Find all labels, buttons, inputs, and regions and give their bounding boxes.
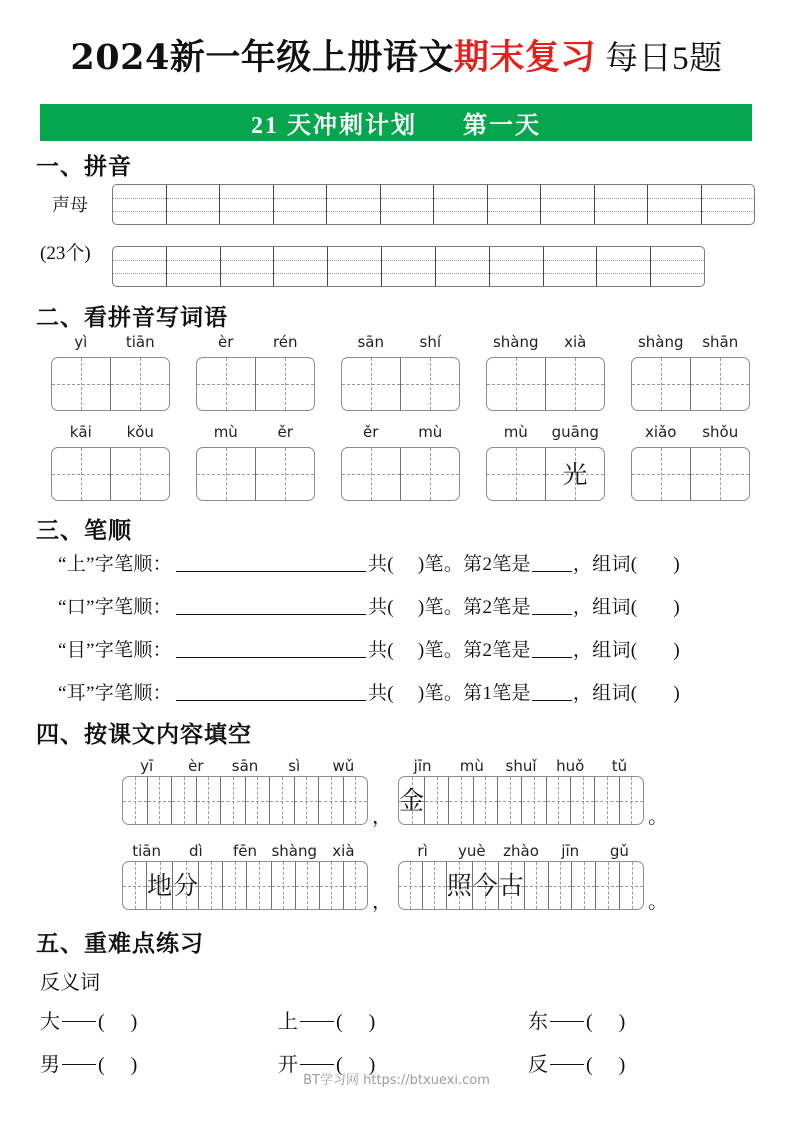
section-2-heading: 二、看拼音写词语 [36, 305, 228, 330]
character-cell[interactable] [571, 777, 595, 824]
antonym-close-paren: ) [368, 1054, 376, 1076]
stroke-order-blank[interactable] [176, 700, 366, 701]
pinyin-label-row [631, 423, 750, 441]
stroke-order-character: “口” [58, 597, 95, 618]
pinyin-guide-line [436, 260, 489, 261]
pinyin-cell[interactable] [544, 247, 598, 286]
pinyin-cell[interactable] [328, 247, 382, 286]
pinyin-label: zhào [503, 842, 539, 860]
pinyin-guide-line [113, 260, 166, 261]
pinyin-guide-line [541, 198, 594, 199]
section-5-heading: 五、重难点练习 [36, 931, 204, 956]
stroke-order-prompt: 字笔顺： [94, 597, 172, 618]
pinyin-label: rì [417, 842, 428, 860]
character-cell[interactable] [499, 862, 525, 909]
character-cell[interactable] [487, 448, 546, 500]
antonym-open-paren: ( [336, 1054, 343, 1076]
pinyin-guide-line [488, 211, 541, 212]
banner-plan-label: 21 天冲刺计划 [251, 113, 417, 139]
character-cell[interactable] [173, 862, 199, 909]
filled-character: 分 [173, 871, 199, 900]
stroke-order-prompt: 字笔顺： [94, 683, 172, 704]
stroke-order-blank[interactable] [176, 657, 366, 658]
sentence-box[interactable] [398, 861, 644, 910]
pinyin-label: wǔ [332, 757, 355, 775]
antonym-dash [62, 1021, 96, 1022]
pinyin-guide-line [382, 273, 435, 274]
pinyin-guide-line [381, 198, 434, 199]
pinyin-label: xiǎo [645, 423, 677, 441]
pinyin-guide-line [597, 273, 650, 274]
sentence-box[interactable] [398, 776, 644, 825]
word-box[interactable] [341, 447, 460, 501]
word-box[interactable] [486, 357, 605, 411]
pinyin-label-row [196, 423, 315, 441]
antonym-prompt-word: 上 [278, 1011, 298, 1033]
pinyin-label: jīn [413, 757, 432, 775]
character-cell[interactable] [596, 862, 620, 909]
footer-watermark: BT学习网 https://btxuexi.com [303, 1073, 490, 1088]
pinyin-label: shǒu [702, 423, 739, 441]
pinyin-guide-line [436, 273, 489, 274]
pinyin-guide-line [702, 198, 755, 199]
sentence-box[interactable] [122, 776, 368, 825]
stroke-order-prompt: 字笔顺： [94, 640, 172, 661]
character-cell[interactable] [691, 358, 749, 410]
pinyin-label: tiān [132, 842, 161, 860]
character-cell[interactable] [691, 448, 749, 500]
character-cell[interactable] [632, 448, 691, 500]
antonym-prompt-word: 男 [40, 1054, 60, 1076]
pinyin-cell[interactable] [382, 247, 436, 286]
pinyin-cell[interactable] [434, 185, 488, 224]
pinyin-label: xià [564, 333, 587, 351]
section-3-heading: 三、笔顺 [36, 518, 132, 543]
pinyin-label: shàng [492, 333, 539, 351]
pinyin-label: mù [503, 423, 528, 441]
word-box[interactable] [486, 447, 605, 501]
title-year: 2024 [70, 37, 170, 78]
s1-label-shengmu: 声母 [52, 195, 88, 215]
pinyin-cell[interactable] [595, 185, 649, 224]
sentence-punctuation: 。 [648, 891, 668, 913]
pinyin-label: mù [418, 423, 443, 441]
pinyin-cell[interactable] [488, 185, 542, 224]
pinyin-guide-line [167, 260, 220, 261]
pinyin-label: kǒu [126, 423, 154, 441]
pinyin-guide-line [651, 273, 704, 274]
stroke-count-label: 共( [367, 640, 394, 661]
sentence-punctuation: ， [372, 806, 392, 828]
nth-stroke-label: )笔。第1笔是 [417, 683, 531, 704]
pinyin-guide-line [544, 260, 597, 261]
sentence-box[interactable] [122, 861, 368, 910]
pinyin-label-row [51, 423, 170, 441]
pinyin-guide-line [327, 211, 380, 212]
antonym-prompt-word: 开 [278, 1054, 298, 1076]
pinyin-guide-line [167, 198, 220, 199]
character-cell[interactable] [52, 358, 111, 410]
character-cell[interactable] [399, 862, 423, 909]
character-cell[interactable] [344, 862, 367, 909]
antonym-dash [300, 1021, 334, 1022]
pinyin-cell[interactable] [327, 185, 381, 224]
pinyin-guide-line [702, 211, 755, 212]
nth-stroke-blank[interactable] [532, 571, 572, 572]
pinyin-guide-line [221, 273, 274, 274]
word-form-label: ，组词( [572, 597, 638, 618]
antonym-item [40, 1005, 137, 1034]
pinyin-guide-line [595, 198, 648, 199]
character-cell[interactable] [498, 777, 522, 824]
character-cell[interactable] [256, 358, 314, 410]
word-box[interactable] [196, 447, 315, 501]
character-cell[interactable] [344, 777, 368, 824]
pinyin-guide-line [382, 260, 435, 261]
pinyin-guide-line [220, 198, 273, 199]
antonym-open-paren: ( [98, 1011, 105, 1033]
pinyin-label-row [122, 757, 368, 775]
character-cell[interactable] [546, 358, 604, 410]
pinyin-guide-line [274, 198, 327, 199]
stroke-order-character: “上” [58, 554, 95, 575]
antonym-open-paren: ( [586, 1054, 593, 1076]
pinyin-guide-line [541, 211, 594, 212]
character-cell[interactable] [246, 777, 271, 824]
pinyin-guide-line [167, 211, 220, 212]
stroke-order-row [58, 635, 680, 662]
pinyin-cell[interactable] [436, 247, 490, 286]
filled-character: 金 [399, 786, 425, 815]
pinyin-label: jīn [561, 842, 580, 860]
antonym-dash [62, 1064, 96, 1065]
character-cell[interactable] [632, 358, 691, 410]
pinyin-cell[interactable] [274, 185, 328, 224]
pinyin-guide-line [328, 260, 381, 261]
nth-stroke-label: )笔。第2笔是 [417, 597, 531, 618]
stroke-order-character: “目” [58, 640, 95, 661]
pinyin-cell[interactable] [167, 247, 221, 286]
character-cell[interactable] [525, 862, 549, 909]
pinyin-guide-line [327, 198, 380, 199]
antonym-prompt-word: 反 [528, 1054, 548, 1076]
word-box[interactable] [196, 357, 315, 411]
antonym-item [528, 1005, 625, 1034]
pinyin-cell[interactable] [490, 247, 544, 286]
pinyin-cell[interactable] [274, 247, 328, 286]
stroke-order-blank[interactable] [176, 614, 366, 615]
pinyin-guide-line [488, 198, 541, 199]
pinyin-cell[interactable] [221, 247, 275, 286]
character-cell[interactable] [473, 862, 499, 909]
pinyin-label: shàng [271, 842, 317, 860]
pinyin-label: ěr [363, 423, 379, 441]
word-box[interactable] [631, 447, 750, 501]
pinyin-label: tiān [125, 333, 155, 351]
pinyin-guide-line [648, 198, 701, 199]
pinyin-guide-line [381, 211, 434, 212]
antonym-open-paren: ( [586, 1011, 593, 1033]
character-cell[interactable] [447, 862, 473, 909]
pinyin-label-row [341, 333, 460, 351]
pinyin-label-row [51, 333, 170, 351]
filled-character: 光 [562, 459, 588, 489]
pinyin-label: mù [459, 757, 484, 775]
character-cell[interactable] [197, 448, 256, 500]
character-cell[interactable] [620, 862, 643, 909]
page-title [0, 36, 793, 81]
pinyin-label: sān [231, 757, 259, 775]
banner-day-label: 第一天 [463, 113, 541, 139]
character-cell[interactable] [295, 777, 320, 824]
pinyin-guide-line [648, 211, 701, 212]
pinyin-guide-line [434, 198, 487, 199]
antonym-open-paren: ( [98, 1054, 105, 1076]
character-cell[interactable] [547, 777, 571, 824]
pinyin-label: sì [288, 757, 301, 775]
word-box[interactable] [341, 357, 460, 411]
character-cell[interactable] [399, 777, 425, 824]
character-cell[interactable] [449, 777, 473, 824]
character-cell[interactable] [223, 862, 247, 909]
pinyin-cell[interactable] [648, 185, 702, 224]
sentence-punctuation: 。 [648, 806, 668, 828]
nth-stroke-label: )笔。第2笔是 [417, 554, 531, 575]
pinyin-cell[interactable] [651, 247, 704, 286]
pinyin-label: tǔ [611, 757, 628, 775]
s1-label-count: (23个) [40, 243, 91, 264]
pinyin-guide-line [490, 260, 543, 261]
pinyin-label: guāng [551, 423, 599, 441]
character-cell[interactable] [522, 777, 546, 824]
stroke-order-prompt: 字笔顺： [94, 554, 172, 575]
character-cell[interactable] [474, 777, 498, 824]
word-form-label: ，组词( [572, 683, 638, 704]
pinyin-guide-line [220, 211, 273, 212]
character-cell[interactable] [123, 777, 148, 824]
pinyin-label-row [398, 757, 644, 775]
pinyin-grid-row-1[interactable] [112, 184, 755, 225]
pinyin-label: èr [218, 333, 234, 351]
pinyin-guide-line [113, 273, 166, 274]
antonym-open-paren: ( [336, 1011, 343, 1033]
pinyin-cell[interactable] [702, 185, 755, 224]
pinyin-label: ěr [277, 423, 293, 441]
stroke-order-row [58, 549, 680, 576]
antonym-close-paren: ) [368, 1011, 376, 1033]
word-form-close-paren: ) [673, 554, 681, 575]
pinyin-cell[interactable] [220, 185, 274, 224]
character-cell[interactable] [549, 862, 573, 909]
stroke-order-blank[interactable] [176, 571, 366, 572]
section-4-heading: 四、按课文内容填空 [36, 722, 252, 747]
pinyin-guide-line [274, 211, 327, 212]
character-cell[interactable] [199, 862, 223, 909]
pinyin-cell[interactable] [113, 247, 167, 286]
antonym-close-paren: ) [618, 1054, 626, 1076]
pinyin-guide-line [113, 211, 166, 212]
pinyin-label: fēn [232, 842, 258, 860]
character-cell[interactable] [342, 358, 401, 410]
pinyin-guide-line [221, 260, 274, 261]
pinyin-label: huǒ [556, 757, 585, 775]
pinyin-guide-line [595, 211, 648, 212]
antonym-prompt-word: 大 [40, 1011, 60, 1033]
character-cell[interactable] [319, 777, 344, 824]
pinyin-guide-line [490, 273, 543, 274]
pinyin-guide-line [651, 260, 704, 261]
nth-stroke-label: )笔。第2笔是 [417, 640, 531, 661]
antonym-close-paren: ) [618, 1011, 626, 1033]
sentence-punctuation: ， [372, 891, 392, 913]
pinyin-label: shuǐ [505, 757, 537, 775]
pinyin-guide-line [113, 198, 166, 199]
word-box[interactable] [631, 357, 750, 411]
pinyin-label: kāi [69, 423, 92, 441]
character-cell[interactable] [487, 358, 546, 410]
stroke-order-character: “耳” [58, 683, 95, 704]
pinyin-label: yuè [457, 842, 486, 860]
antonym-dash [550, 1021, 584, 1022]
character-cell[interactable] [270, 777, 295, 824]
pinyin-label-row [341, 423, 460, 441]
word-form-close-paren: ) [673, 683, 681, 704]
antonym-close-paren: ) [130, 1054, 138, 1076]
pinyin-guide-line [544, 273, 597, 274]
nth-stroke-blank[interactable] [532, 614, 572, 615]
character-cell[interactable] [148, 777, 173, 824]
filled-character: 地 [147, 871, 173, 900]
plan-banner [40, 104, 752, 141]
stroke-count-label: 共( [367, 597, 394, 618]
character-cell[interactable] [342, 448, 401, 500]
antonym-dash [550, 1064, 584, 1065]
word-box[interactable] [51, 357, 170, 411]
character-cell[interactable] [423, 862, 447, 909]
character-cell[interactable] [595, 777, 619, 824]
pinyin-label-row [398, 842, 644, 860]
pinyin-label: xià [332, 842, 355, 860]
character-cell[interactable] [147, 862, 173, 909]
pinyin-guide-line [434, 211, 487, 212]
title-highlight: 期末复习 [453, 37, 596, 78]
pinyin-label: dì [188, 842, 203, 860]
character-cell[interactable] [123, 862, 147, 909]
character-cell[interactable] [111, 358, 169, 410]
word-form-close-paren: ) [673, 640, 681, 661]
pinyin-label: èr [188, 757, 204, 775]
character-cell[interactable] [197, 777, 222, 824]
word-form-label: ，组词( [572, 554, 638, 575]
pinyin-label: shí [419, 333, 441, 351]
pinyin-label-row [486, 423, 605, 441]
character-cell[interactable] [401, 448, 459, 500]
word-form-close-paren: ) [673, 597, 681, 618]
antonym-close-paren: ) [130, 1011, 138, 1033]
nth-stroke-blank[interactable] [532, 657, 572, 658]
pinyin-label: rén [272, 333, 298, 351]
character-cell[interactable] [172, 777, 197, 824]
pinyin-label: shān [702, 333, 739, 351]
character-cell[interactable] [221, 777, 246, 824]
character-cell[interactable] [425, 777, 449, 824]
character-cell[interactable] [572, 862, 596, 909]
pinyin-grid-row-2[interactable] [112, 246, 705, 287]
s5-subheading: 反义词 [40, 972, 100, 994]
filled-character: 古 [498, 871, 524, 900]
pinyin-cell[interactable] [167, 185, 221, 224]
section-1-heading: 一、拼音 [36, 154, 132, 179]
character-cell[interactable] [247, 862, 271, 909]
pinyin-guide-line [274, 273, 327, 274]
character-cell[interactable] [52, 448, 111, 500]
stroke-order-row [58, 678, 680, 705]
character-cell[interactable] [620, 777, 643, 824]
stroke-order-row [58, 592, 680, 619]
pinyin-label: yī [140, 757, 154, 775]
pinyin-label: yì [74, 333, 88, 351]
character-cell[interactable] [256, 448, 314, 500]
pinyin-guide-line [274, 260, 327, 261]
title-main: 新一年级上册语文 [169, 37, 454, 78]
pinyin-guide-line [597, 260, 650, 261]
character-cell[interactable] [272, 862, 296, 909]
pinyin-label: sān [357, 333, 384, 351]
character-cell[interactable] [546, 448, 604, 500]
antonym-prompt-word: 东 [528, 1011, 548, 1033]
filled-character: 今 [472, 871, 498, 900]
pinyin-label-row [486, 333, 605, 351]
pinyin-guide-line [167, 273, 220, 274]
character-cell[interactable] [296, 862, 320, 909]
pinyin-cell[interactable] [541, 185, 595, 224]
antonym-dash [300, 1064, 334, 1065]
character-cell[interactable] [320, 862, 344, 909]
word-form-label: ，组词( [572, 640, 638, 661]
pinyin-cell[interactable] [597, 247, 651, 286]
pinyin-label: mù [213, 423, 238, 441]
pinyin-label-row [631, 333, 750, 351]
character-cell[interactable] [111, 448, 169, 500]
pinyin-label-row [196, 333, 315, 351]
pinyin-label: gǔ [609, 842, 629, 860]
pinyin-label: shàng [637, 333, 684, 351]
filled-character: 照 [446, 871, 472, 900]
character-cell[interactable] [197, 358, 256, 410]
character-cell[interactable] [401, 358, 459, 410]
pinyin-label-row [122, 842, 368, 860]
word-box[interactable] [51, 447, 170, 501]
stroke-count-label: 共( [367, 554, 394, 575]
pinyin-guide-line [328, 273, 381, 274]
antonym-item [278, 1005, 375, 1034]
stroke-count-label: 共( [367, 683, 394, 704]
pinyin-cell[interactable] [381, 185, 435, 224]
title-tail: 每日5题 [605, 41, 723, 77]
pinyin-cell[interactable] [113, 185, 167, 224]
nth-stroke-blank[interactable] [532, 700, 572, 701]
